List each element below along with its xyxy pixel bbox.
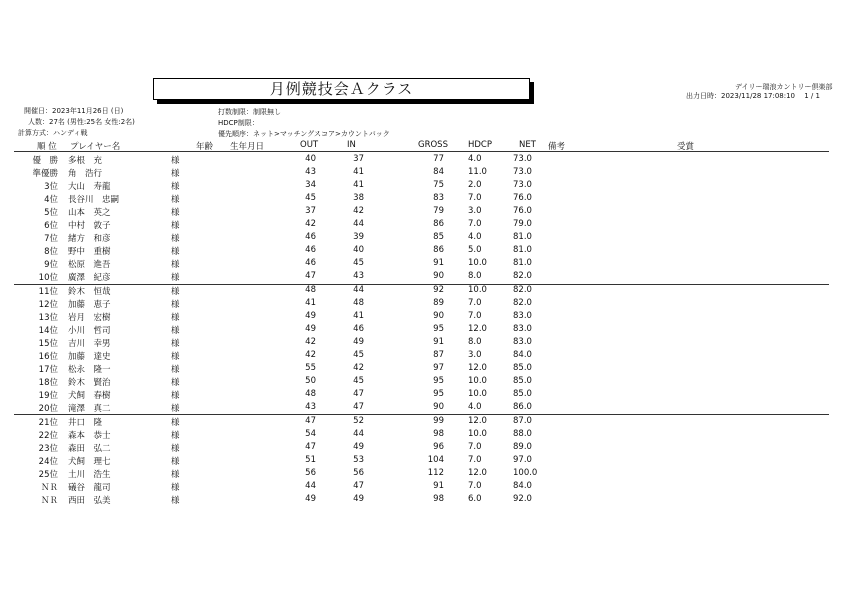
cell-out: 41 <box>305 298 316 308</box>
cell-in: 39 <box>353 232 364 242</box>
cell-gross: 89 <box>433 298 444 308</box>
cell-sama: 様 <box>171 313 180 323</box>
cell-sama: 様 <box>171 195 180 205</box>
cell-in: 44 <box>353 429 364 439</box>
cell-in: 49 <box>353 337 364 347</box>
cell-gross: 98 <box>433 494 444 504</box>
cell-name: 礒谷 龍司 <box>68 483 111 493</box>
cell-out: 51 <box>305 455 316 465</box>
cell-gross: 79 <box>433 206 444 216</box>
table-row <box>0 219 842 232</box>
cell-out: 48 <box>305 389 316 399</box>
cell-hdcp: 12.0 <box>468 468 487 478</box>
cell-net: 85.0 <box>513 389 532 399</box>
cell-net: 87.0 <box>513 416 532 426</box>
table-row <box>0 402 842 415</box>
cell-rank: 3位 <box>44 182 58 192</box>
event-date: 開催日：2023年11月26日 (日) <box>24 107 124 115</box>
table-row <box>0 455 842 468</box>
cell-sama: 様 <box>171 431 180 441</box>
cell-sama: 様 <box>171 404 180 414</box>
cell-name: 森本 恭士 <box>68 431 111 441</box>
cell-hdcp: 10.0 <box>468 258 487 268</box>
cell-gross: 91 <box>433 337 444 347</box>
cell-name: 多根 充 <box>68 156 103 166</box>
cell-net: 82.0 <box>513 285 532 295</box>
cell-gross: 92 <box>433 285 444 295</box>
cell-hdcp: 11.0 <box>468 167 487 177</box>
cell-net: 85.0 <box>513 376 532 386</box>
cell-gross: 84 <box>433 167 444 177</box>
cell-name: 犬飼 春樹 <box>68 391 111 401</box>
cell-sama: 様 <box>171 339 180 349</box>
table-row <box>0 193 842 206</box>
cell-out: 43 <box>305 167 316 177</box>
cell-hdcp: 3.0 <box>468 206 482 216</box>
table-row <box>0 154 842 167</box>
cell-rank: 13位 <box>38 313 58 323</box>
cell-out: 34 <box>305 180 316 190</box>
cell-net: 81.0 <box>513 232 532 242</box>
cell-sama: 様 <box>171 483 180 493</box>
cell-hdcp: 4.0 <box>468 402 482 412</box>
club-name: デイリー瑞浪カントリー倶楽部 <box>735 83 833 91</box>
cell-out: 46 <box>305 245 316 255</box>
col-remarks: 備考 <box>548 142 566 152</box>
hdcp-limit: HDCP制限： <box>218 119 259 127</box>
cell-name: 森田 弘二 <box>68 444 111 454</box>
cell-rank: 優 勝 <box>32 156 58 166</box>
cell-hdcp: 10.0 <box>468 376 487 386</box>
cell-sama: 様 <box>171 418 180 428</box>
cell-net: 85.0 <box>513 363 532 373</box>
cell-net: 73.0 <box>513 180 532 190</box>
col-in: IN <box>347 140 356 150</box>
cell-name: 緒方 和彦 <box>68 234 111 244</box>
cell-hdcp: 5.0 <box>468 245 482 255</box>
cell-gross: 112 <box>427 468 444 478</box>
col-net: NET <box>519 140 536 150</box>
cell-name: 角 浩行 <box>68 169 103 179</box>
cell-in: 49 <box>353 442 364 452</box>
cell-gross: 85 <box>433 232 444 242</box>
table-row <box>0 494 842 507</box>
priority-order: 優先順序：ネット>マッチングスコア>カウントバック <box>218 130 390 138</box>
cell-name: 松永 隆一 <box>68 365 111 375</box>
cell-gross: 104 <box>427 455 444 465</box>
cell-in: 41 <box>353 180 364 190</box>
cell-gross: 87 <box>433 350 444 360</box>
cell-in: 45 <box>353 376 364 386</box>
cell-out: 47 <box>305 271 316 281</box>
cell-net: 83.0 <box>513 311 532 321</box>
cell-net: 81.0 <box>513 245 532 255</box>
page-title: 月例競技会Ａクラス <box>153 78 530 100</box>
cell-gross: 90 <box>433 271 444 281</box>
cell-in: 47 <box>353 402 364 412</box>
cell-out: 45 <box>305 193 316 203</box>
cell-out: 56 <box>305 468 316 478</box>
cell-hdcp: 8.0 <box>468 271 482 281</box>
cell-gross: 95 <box>433 376 444 386</box>
cell-sama: 様 <box>171 260 180 270</box>
cell-in: 44 <box>353 219 364 229</box>
cell-net: 83.0 <box>513 324 532 334</box>
cell-hdcp: 7.0 <box>468 193 482 203</box>
cell-net: 82.0 <box>513 298 532 308</box>
cell-net: 81.0 <box>513 258 532 268</box>
cell-hdcp: 2.0 <box>468 180 482 190</box>
cell-in: 41 <box>353 311 364 321</box>
cell-hdcp: 10.0 <box>468 285 487 295</box>
table-row <box>0 271 842 284</box>
cell-in: 46 <box>353 324 364 334</box>
cell-gross: 91 <box>433 481 444 491</box>
cell-gross: 98 <box>433 429 444 439</box>
cell-in: 53 <box>353 455 364 465</box>
cell-net: 88.0 <box>513 429 532 439</box>
cell-out: 48 <box>305 285 316 295</box>
table-row <box>0 442 842 455</box>
cell-rank: 12位 <box>38 300 58 310</box>
table-row <box>0 416 842 429</box>
cell-in: 56 <box>353 468 364 478</box>
cell-hdcp: 7.0 <box>468 442 482 452</box>
table-row <box>0 376 842 389</box>
cell-in: 45 <box>353 258 364 268</box>
cell-sama: 様 <box>171 378 180 388</box>
cell-hdcp: 12.0 <box>468 363 487 373</box>
cell-rank: 17位 <box>38 365 58 375</box>
cell-net: 82.0 <box>513 271 532 281</box>
cell-hdcp: 7.0 <box>468 298 482 308</box>
cell-sama: 様 <box>171 470 180 480</box>
cell-sama: 様 <box>171 391 180 401</box>
cell-sama: 様 <box>171 169 180 179</box>
cell-name: 加藤 達史 <box>68 352 111 362</box>
cell-out: 54 <box>305 429 316 439</box>
cell-hdcp: 7.0 <box>468 219 482 229</box>
cell-rank: 23位 <box>38 444 58 454</box>
cell-name: 西田 弘美 <box>68 496 111 506</box>
cell-net: 76.0 <box>513 193 532 203</box>
cell-name: 吉川 幸男 <box>68 339 111 349</box>
cell-sama: 様 <box>171 352 180 362</box>
col-hdcp: HDCP <box>468 140 492 150</box>
cell-name: 野中 重樹 <box>68 247 111 257</box>
cell-out: 47 <box>305 442 316 452</box>
cell-in: 37 <box>353 154 364 164</box>
cell-name: 鈴木 恒哉 <box>68 287 111 297</box>
cell-sama: 様 <box>171 273 180 283</box>
cell-rank: 11位 <box>38 287 58 297</box>
table-row <box>0 206 842 219</box>
table-row <box>0 363 842 376</box>
cell-hdcp: 7.0 <box>468 455 482 465</box>
participant-count: 人数：27名 (男性:25名 女性:2名) <box>28 118 135 126</box>
cell-in: 48 <box>353 298 364 308</box>
cell-sama: 様 <box>171 496 180 506</box>
cell-out: 47 <box>305 416 316 426</box>
cell-net: 89.0 <box>513 442 532 452</box>
cell-gross: 86 <box>433 245 444 255</box>
cell-hdcp: 4.0 <box>468 232 482 242</box>
cell-gross: 97 <box>433 363 444 373</box>
table-row <box>0 311 842 324</box>
cell-out: 55 <box>305 363 316 373</box>
output-datetime: 出力日時：2023/11/28 17:08:10 1 / 1 <box>686 92 820 100</box>
cell-net: 83.0 <box>513 337 532 347</box>
cell-rank: 4位 <box>44 195 58 205</box>
cell-net: 92.0 <box>513 494 532 504</box>
cell-in: 38 <box>353 193 364 203</box>
cell-net: 73.0 <box>513 154 532 164</box>
table-row <box>0 285 842 298</box>
cell-out: 40 <box>305 154 316 164</box>
cell-gross: 90 <box>433 402 444 412</box>
cell-rank: ＮＲ <box>40 483 58 493</box>
cell-name: 井口 隆 <box>68 418 103 428</box>
cell-rank: 22位 <box>38 431 58 441</box>
cell-rank: 21位 <box>38 418 58 428</box>
cell-out: 42 <box>305 337 316 347</box>
table-row <box>0 258 842 271</box>
table-row <box>0 389 842 402</box>
cell-rank: 15位 <box>38 339 58 349</box>
cell-name: 長谷川 忠嗣 <box>68 195 120 205</box>
cell-name: 廣澤 紀彦 <box>68 273 111 283</box>
cell-sama: 様 <box>171 300 180 310</box>
cell-sama: 様 <box>171 247 180 257</box>
cell-out: 42 <box>305 350 316 360</box>
cell-gross: 96 <box>433 442 444 452</box>
cell-hdcp: 10.0 <box>468 389 487 399</box>
cell-in: 42 <box>353 206 364 216</box>
cell-sama: 様 <box>171 208 180 218</box>
cell-in: 47 <box>353 389 364 399</box>
cell-out: 46 <box>305 258 316 268</box>
cell-gross: 91 <box>433 258 444 268</box>
cell-in: 45 <box>353 350 364 360</box>
cell-sama: 様 <box>171 457 180 467</box>
cell-in: 42 <box>353 363 364 373</box>
cell-out: 49 <box>305 311 316 321</box>
cell-gross: 95 <box>433 389 444 399</box>
cell-rank: 25位 <box>38 470 58 480</box>
col-award: 受賞 <box>677 142 695 152</box>
cell-gross: 75 <box>433 180 444 190</box>
cell-rank: 24位 <box>38 457 58 467</box>
cell-name: 松原 進吾 <box>68 260 111 270</box>
cell-name: 加藤 恵子 <box>68 300 111 310</box>
cell-hdcp: 12.0 <box>468 416 487 426</box>
col-age: 年齢 <box>196 142 214 152</box>
cell-sama: 様 <box>171 234 180 244</box>
cell-hdcp: 3.0 <box>468 350 482 360</box>
cell-net: 86.0 <box>513 402 532 412</box>
table-row <box>0 468 842 481</box>
cell-sama: 様 <box>171 182 180 192</box>
cell-hdcp: 8.0 <box>468 337 482 347</box>
cell-gross: 77 <box>433 154 444 164</box>
cell-out: 42 <box>305 219 316 229</box>
cell-in: 44 <box>353 285 364 295</box>
cell-in: 49 <box>353 494 364 504</box>
cell-hdcp: 10.0 <box>468 429 487 439</box>
stroke-limit: 打数制限：制限無し <box>218 108 281 116</box>
cell-hdcp: 12.0 <box>468 324 487 334</box>
cell-in: 40 <box>353 245 364 255</box>
table-row <box>0 245 842 258</box>
col-out: OUT <box>300 140 319 150</box>
cell-gross: 83 <box>433 193 444 203</box>
col-gross: GROSS <box>418 140 448 150</box>
cell-net: 76.0 <box>513 206 532 216</box>
cell-net: 73.0 <box>513 167 532 177</box>
cell-out: 49 <box>305 324 316 334</box>
cell-name: 土川 浩生 <box>68 470 111 480</box>
table-row <box>0 180 842 193</box>
cell-name: 犬飼 理七 <box>68 457 111 467</box>
cell-rank: 7位 <box>44 234 58 244</box>
table-row <box>0 298 842 311</box>
cell-rank: 9位 <box>44 260 58 270</box>
cell-out: 44 <box>305 481 316 491</box>
cell-net: 84.0 <box>513 481 532 491</box>
cell-out: 50 <box>305 376 316 386</box>
cell-hdcp: 4.0 <box>468 154 482 164</box>
col-player: プレイヤー名 <box>70 142 121 152</box>
cell-rank: 5位 <box>44 208 58 218</box>
cell-hdcp: 6.0 <box>468 494 482 504</box>
cell-in: 52 <box>353 416 364 426</box>
cell-rank: 8位 <box>44 247 58 257</box>
cell-in: 41 <box>353 167 364 177</box>
cell-sama: 様 <box>171 221 180 231</box>
cell-rank: 16位 <box>38 352 58 362</box>
cell-net: 97.0 <box>513 455 532 465</box>
calc-method: 計算方式：ハンディ戦 <box>18 129 88 137</box>
cell-rank: 準優勝 <box>32 169 58 179</box>
cell-rank: ＮＲ <box>40 496 58 506</box>
cell-in: 47 <box>353 481 364 491</box>
cell-rank: 6位 <box>44 221 58 231</box>
table-row <box>0 350 842 363</box>
cell-in: 43 <box>353 271 364 281</box>
cell-name: 山本 英之 <box>68 208 111 218</box>
table-row <box>0 429 842 442</box>
table-row <box>0 232 842 245</box>
cell-name: 小川 哲司 <box>68 326 111 336</box>
header-divider <box>14 151 829 152</box>
cell-sama: 様 <box>171 326 180 336</box>
cell-name: 中村 敦子 <box>68 221 111 231</box>
cell-sama: 様 <box>171 444 180 454</box>
table-row <box>0 337 842 350</box>
cell-gross: 90 <box>433 311 444 321</box>
cell-net: 79.0 <box>513 219 532 229</box>
cell-gross: 95 <box>433 324 444 334</box>
cell-name: 鈴木 賢治 <box>68 378 111 388</box>
table-row <box>0 481 842 494</box>
cell-out: 49 <box>305 494 316 504</box>
cell-name: 滝澤 真二 <box>68 404 111 414</box>
cell-sama: 様 <box>171 365 180 375</box>
col-rank: 順 位 <box>37 142 57 152</box>
cell-name: 岩月 宏樹 <box>68 313 111 323</box>
cell-name: 大山 寿龍 <box>68 182 111 192</box>
table-row <box>0 167 842 180</box>
cell-out: 43 <box>305 402 316 412</box>
col-birthday: 生年月日 <box>230 142 265 152</box>
cell-hdcp: 7.0 <box>468 481 482 491</box>
cell-rank: 10位 <box>38 273 58 283</box>
cell-sama: 様 <box>171 156 180 166</box>
table-row <box>0 324 842 337</box>
cell-out: 46 <box>305 232 316 242</box>
cell-rank: 19位 <box>38 391 58 401</box>
cell-net: 100.0 <box>513 468 538 478</box>
cell-hdcp: 7.0 <box>468 311 482 321</box>
cell-rank: 20位 <box>38 404 58 414</box>
cell-rank: 18位 <box>38 378 58 388</box>
cell-gross: 86 <box>433 219 444 229</box>
cell-gross: 99 <box>433 416 444 426</box>
cell-rank: 14位 <box>38 326 58 336</box>
cell-sama: 様 <box>171 287 180 297</box>
cell-net: 84.0 <box>513 350 532 360</box>
cell-out: 37 <box>305 206 316 216</box>
